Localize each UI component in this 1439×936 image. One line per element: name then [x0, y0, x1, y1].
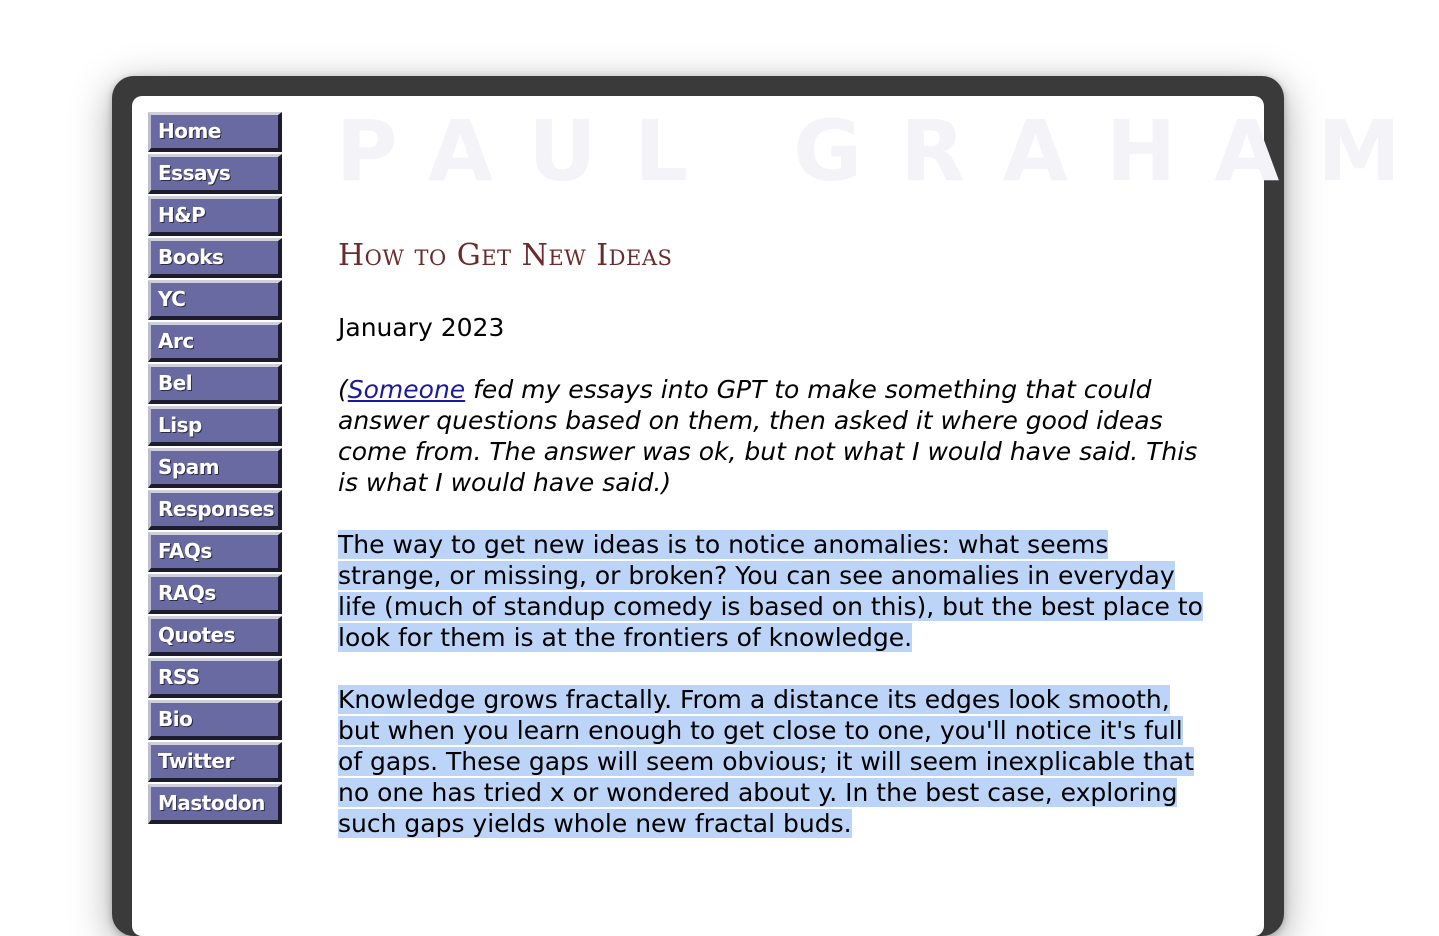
article-paragraph [338, 684, 1208, 839]
selected-text: Knowledge grows fractally. From a distance its edges look smooth, but when you learn enough to get close to one, you'll notice it's full of gaps. These gaps will seem obvious; it will seem inexplicable that no one has tried x or wondered about y. In the best case, exploring such gaps yields whole new fractal buds. [338, 685, 1194, 838]
someone-link[interactable]: Someone [347, 375, 466, 404]
nav-raqs-button[interactable]: RAQs [148, 574, 282, 614]
nav-twitter-button[interactable]: Twitter [148, 742, 282, 782]
nav-lisp-button[interactable]: Lisp [148, 406, 282, 446]
nav-mastodon-button[interactable]: Mastodon [148, 784, 282, 824]
nav-quotes-button[interactable]: Quotes [148, 616, 282, 656]
nav-hp-button[interactable]: H&P [148, 196, 282, 236]
nav-responses-button[interactable]: Responses [148, 490, 282, 530]
selected-text: The way to get new ideas is to notice anomalies: what seems strange, or missing, or broken? You can see anomalies in everyday life (much of standup comedy is based on this), but the best place to look for them is at the frontiers of knowledge. [338, 530, 1203, 652]
nav-rss-button[interactable]: RSS [148, 658, 282, 698]
article-paragraph [338, 529, 1208, 653]
site-masthead: PAUL GRAHAM [336, 102, 1439, 200]
intro-open-paren: ( [338, 375, 348, 404]
article-title: How to Get New Ideas [338, 238, 673, 273]
nav-essays-button[interactable]: Essays [148, 154, 282, 194]
nav-faqs-button[interactable]: FAQs [148, 532, 282, 572]
nav-arc-button[interactable]: Arc [148, 322, 282, 362]
browser-viewport [132, 96, 1439, 936]
article-body [338, 236, 1208, 870]
nav-bel-button[interactable]: Bel [148, 364, 282, 404]
article-date: January 2023 [338, 313, 505, 342]
sidebar-nav [148, 112, 282, 826]
nav-home-button[interactable]: Home [148, 112, 282, 152]
nav-yc-button[interactable]: YC [148, 280, 282, 320]
intro-text: fed my essays into GPT to make something that could answer questions based on them, then asked it where good ideas come from. The answer was ok, but not what I would have said. This is what I would have said.) [338, 375, 1198, 497]
article-intro [338, 374, 1208, 498]
nav-spam-button[interactable]: Spam [148, 448, 282, 488]
nav-bio-button[interactable]: Bio [148, 700, 282, 740]
nav-books-button[interactable]: Books [148, 238, 282, 278]
